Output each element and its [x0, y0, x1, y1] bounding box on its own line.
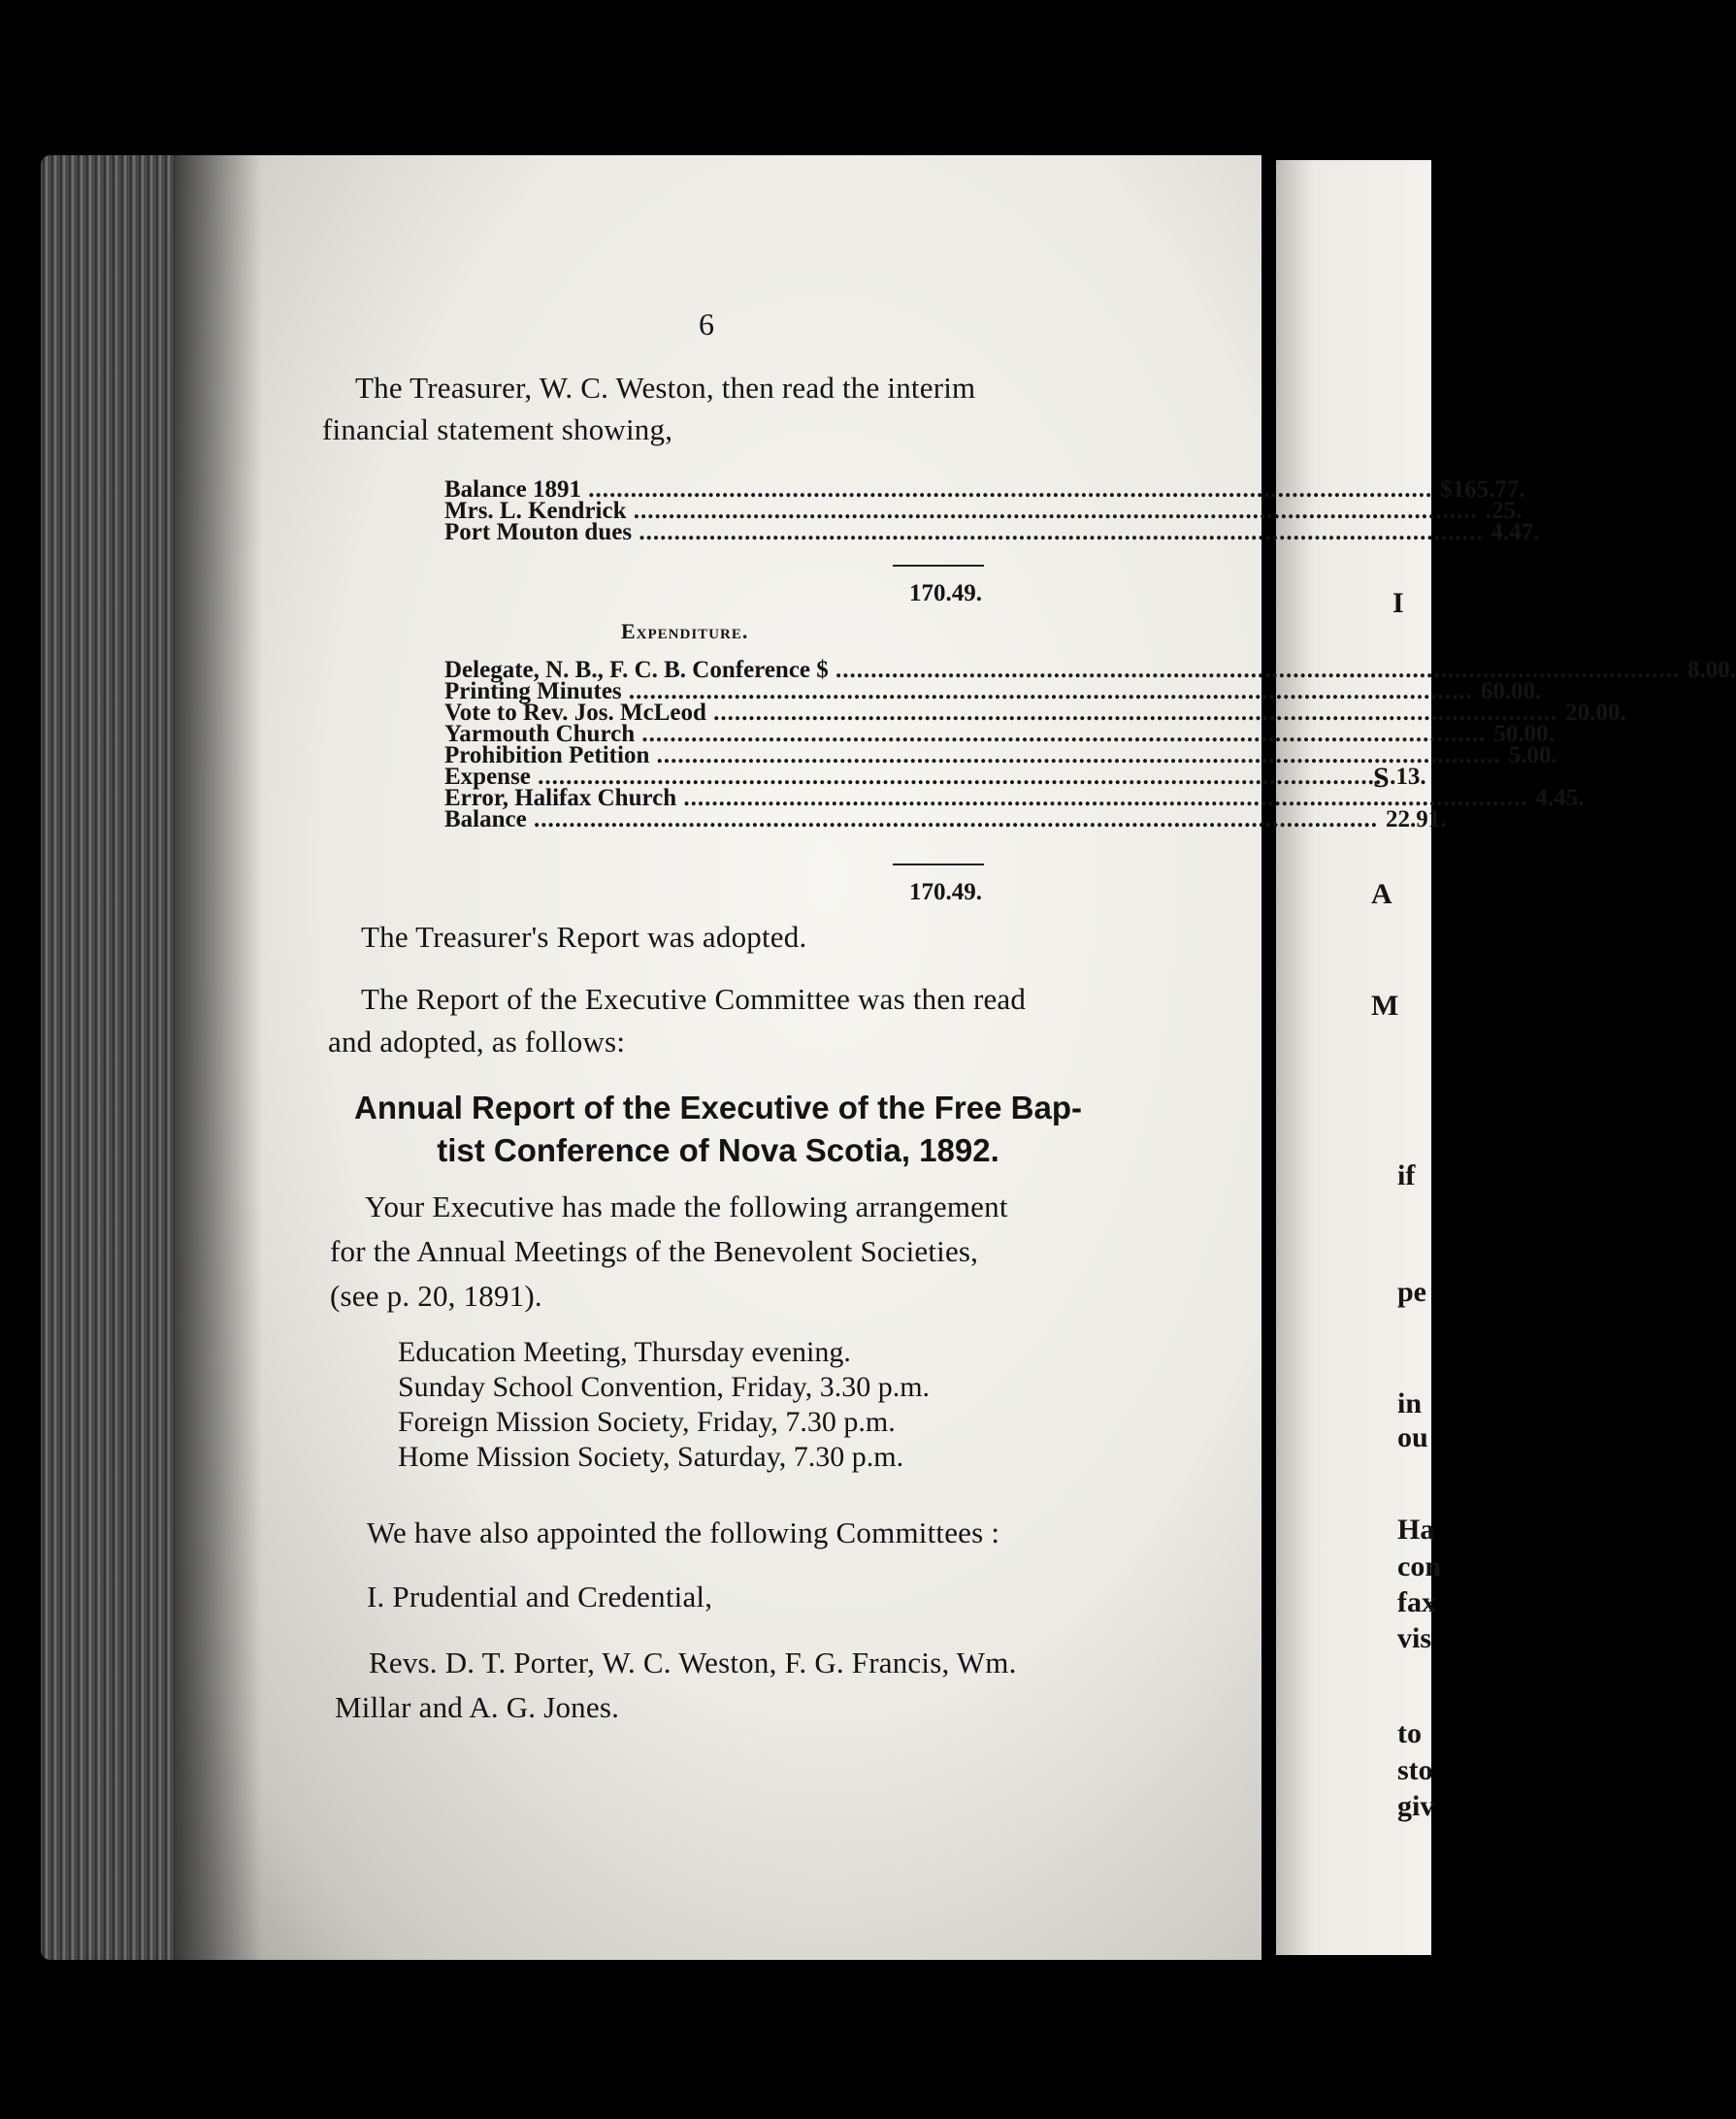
facing-page-fragment: fax: [1397, 1586, 1436, 1618]
expenditure-amount: 22.91.: [1385, 806, 1447, 832]
receipt-row: [444, 519, 1540, 545]
facing-page-fragment: A: [1371, 878, 1392, 910]
expenditure-amount: 20.00.: [1565, 700, 1626, 726]
committee-one: I. Prudential and Credential,: [367, 1580, 713, 1614]
committees-intro: We have also appointed the following Committees :: [367, 1516, 1000, 1549]
adopted-line: The Treasurer's Report was adopted.: [361, 920, 807, 954]
report-heading-line-2: tist Conference of Nova Scotia, 1892.: [437, 1132, 999, 1168]
receipts-total: 170.49.: [909, 580, 982, 606]
facing-page: [1276, 160, 1441, 1955]
expenditure-amount: 60.00.: [1480, 678, 1542, 704]
expenditure-label: Balance .....: [444, 809, 1378, 831]
expenditure-row: [444, 806, 1447, 832]
facing-page-fragment: ou: [1397, 1421, 1428, 1453]
page-gutter-shadow: [175, 155, 262, 1960]
expenditure-amount: 4.45.: [1535, 785, 1585, 811]
receipt-label: Port Mouton dues .....: [444, 522, 1483, 543]
facing-page-fragment: con: [1397, 1550, 1441, 1582]
schedule-item: Foreign Mission Society, Friday, 7.30 p.m.: [398, 1406, 896, 1438]
expenditure-list: [444, 657, 1736, 832]
expenditure-amount: 5.00.: [1508, 742, 1557, 768]
facing-page-fragment: M: [1371, 990, 1399, 1022]
expenditure-amount: 8.00.: [1687, 657, 1736, 683]
schedule-item: Education Meeting, Thursday evening.: [398, 1336, 851, 1368]
book-page-edges: [41, 155, 177, 1960]
receipt-label: Balance 1891 .....: [444, 479, 1432, 501]
receipt-label: Mrs. L. Kendrick .....: [444, 501, 1478, 522]
body-line-1: Your Executive has made the following arrangement: [365, 1190, 1008, 1223]
facing-page-fragment: Ha: [1397, 1514, 1435, 1546]
receipt-amount: 4.47.: [1490, 519, 1540, 545]
body-line-3: (see p. 20, 1891).: [330, 1279, 542, 1313]
facing-page-fragment: vis: [1397, 1622, 1432, 1654]
facing-page-fragment: sto: [1397, 1754, 1433, 1786]
expenditure-label: Error, Halifax Church .....: [444, 788, 1527, 809]
page-number: 6: [699, 307, 714, 342]
facing-page-fragment: in: [1397, 1387, 1423, 1419]
intro-line-2: financial statement showing,: [322, 412, 673, 446]
intro-line-1: The Treasurer, W. C. Weston, then read the interim: [355, 371, 976, 405]
facing-page-fragment: S: [1373, 762, 1390, 794]
expenditure-label: Vote to Rev. Jos. McLeod .....: [444, 702, 1557, 724]
expenditures-total-rule: [893, 864, 984, 865]
expenditure-amount: 50.00.: [1493, 721, 1555, 747]
expenditure-amount: .13.: [1390, 764, 1426, 790]
schedule-item: Sunday School Convention, Friday, 3.30 p.m.: [398, 1371, 931, 1403]
facing-page-fragment: to: [1397, 1717, 1422, 1749]
members-line-1: Revs. D. T. Porter, W. C. Weston, F. G. Francis, Wm.: [369, 1646, 1017, 1679]
expenditure-label: Prohibition Petition .....: [444, 745, 1501, 766]
facing-page-fragment: I: [1392, 587, 1404, 619]
meeting-schedule: [398, 1335, 930, 1475]
members-line-2: Millar and A. G. Jones.: [335, 1690, 620, 1724]
schedule-item: Home Mission Society, Saturday, 7.30 p.m.: [398, 1441, 904, 1473]
report-heading-line-1: Annual Report of the Executive of the Free Bap-: [354, 1090, 1082, 1125]
exec-report-line-1: The Report of the Executive Committee was then read: [361, 982, 1027, 1016]
expenditures-total: 170.49.: [909, 879, 982, 905]
receipt-amount: $165.77.: [1440, 476, 1525, 503]
expenditure-label: Yarmouth Church .....: [444, 724, 1486, 745]
expenditure-label: Expense .....: [444, 766, 1382, 788]
exec-report-line-2: and adopted, as follows:: [328, 1025, 626, 1059]
receipts-list: [444, 476, 1540, 545]
facing-page-fragment: if: [1397, 1159, 1416, 1191]
body-line-2: for the Annual Meetings of the Benevolent Societies,: [330, 1234, 979, 1268]
receipts-total-rule: [893, 565, 984, 567]
receipt-amount: .25.: [1485, 498, 1523, 524]
facing-page-fragment: pe: [1397, 1276, 1426, 1308]
expenditure-label: Delegate, N. B., F. C. B. Conference $ .....: [444, 660, 1680, 681]
expenditure-heading: Expenditure.: [621, 619, 749, 643]
facing-page-fragment: giv: [1397, 1790, 1435, 1822]
expenditure-label: Printing Minutes .....: [444, 681, 1473, 702]
